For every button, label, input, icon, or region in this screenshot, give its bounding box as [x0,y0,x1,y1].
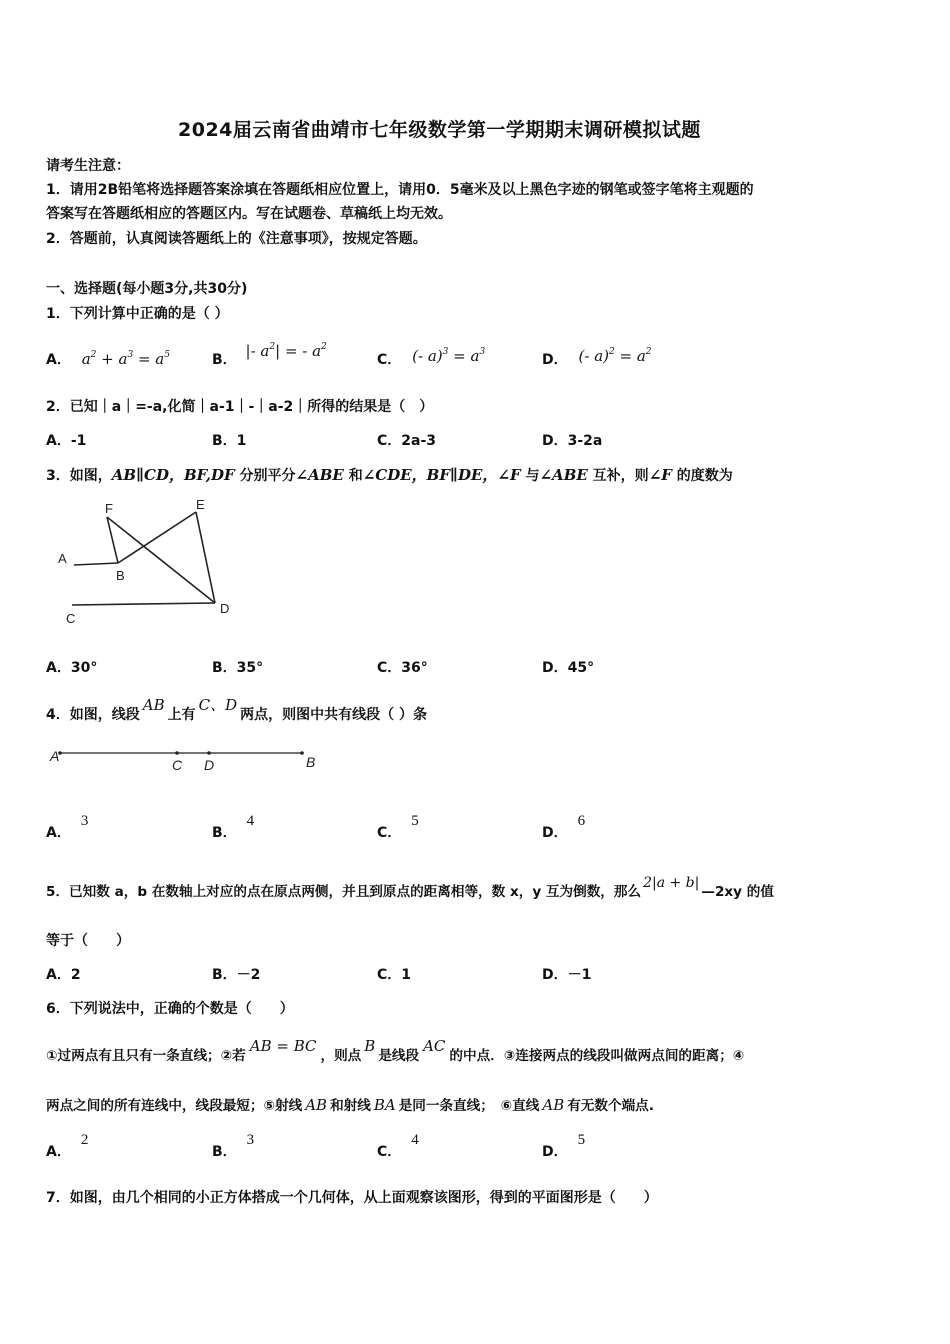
q6-option-d[interactable]: D．5 [542,1132,586,1160]
question-7-stem: 7．如图，由几个相同的小正方体搭成一个几何体，从上面观察该图形，得到的平面图形是（ ） [46,1190,658,1206]
formula-d: (- $a)^2 = a^2$ [578,347,652,365]
question-6-line2: 两点之间的所有连线中，线段最短；⑤射线 AB 和射线 BA 是同一条直线； ⑥直线 AB 有无数个端点. [46,1096,654,1114]
formula-c: (- $a)^3 = a^3$ [412,347,486,365]
point-d [207,751,211,755]
question-6-line1: ①过两点有且只有一条直线；②若AB = BC，则点B是线段AC的中点．③连接两点的线段叫做两点间的距离；④ [46,1037,745,1064]
label-f: F [105,501,113,516]
formula-b: |- $a^2|$ = - $a^2$ [245,342,327,360]
label-d: D [220,601,230,616]
q5-option-b[interactable]: B．－2 [212,967,261,983]
option-label: B． [212,352,237,368]
notice-line: 2．答题前，认真阅读答题纸上的《注意事项》，按规定答题。 [46,231,427,247]
q5-option-c[interactable]: C．1 [377,967,412,983]
formula-a: $a^2 + a^3 = a^5$ [81,350,170,368]
segment-ab [74,563,118,565]
notice-line: 答案写在答题纸相应的答题区内。写在试题卷、草稿纸上均无效。 [46,206,452,222]
label-a: A [58,551,67,566]
question-1-stem: 1．下列计算中正确的是（ ） [46,306,229,322]
label-a: A [50,748,60,764]
segment-be [118,512,196,563]
option-label: C． [377,352,402,368]
q2-option-c[interactable]: C．2a-3 [377,433,437,449]
notice-line: 1．请用2B铅笔将选择题答案涂填在答题纸相应位置上，请用0．5毫米及以上黑色字迹的钢笔或签字笔将主观题的 [46,182,754,198]
q5-option-a[interactable]: A．2 [46,967,81,983]
segment-cd [72,603,215,605]
label-c: C [66,611,76,626]
option-label: D． [542,352,568,368]
label-b: B [306,754,316,770]
notice-heading: 请考生注意： [46,158,130,174]
question-5-stem: 5．已知数 a，b 在数轴上对应的点在原点两侧，并且到原点的距离相等，数 x，y 互为倒数，那么2|a + b|—2xy 的值 [46,875,774,900]
label-b: B [116,568,125,583]
question-3-stem: 3．如图，AB∥CD，BF,DF 分别平分∠ABE 和∠CDE，BF∥DE，∠F 与∠ABE 互补，则∠F 的度数为 [46,466,733,484]
q3-option-b[interactable]: B．35° [212,660,264,676]
page-title: 2024届云南省曲靖市七年级数学第一学期期末调研模拟试题 [178,119,701,141]
q1-option-d[interactable] [542,349,652,369]
label-e: E [196,497,205,512]
question-2-stem: 2．已知｜a｜=-a,化简｜a-1｜-｜a-2｜所得的结果是（ ） [46,399,434,415]
q2-option-a[interactable]: A．-1 [46,433,87,449]
label-c: C [172,757,183,773]
question-5-line2: 等于（ ） [46,933,130,949]
q3-option-d[interactable]: D．45° [542,660,595,676]
q6-option-b[interactable]: B．3 [212,1132,255,1160]
point-b [300,751,304,755]
q1-option-a[interactable] [46,349,170,369]
q4-option-c[interactable]: C．5 [377,813,419,841]
q3-option-a[interactable]: A．30° [46,660,98,676]
q2-option-b[interactable]: B．1 [212,433,247,449]
section-heading: 一、选择题(每小题3分,共30分) [46,281,248,297]
q4-option-a[interactable]: A．3 [46,813,89,841]
q3-figure [50,495,250,630]
q2-option-d[interactable]: D．3-2a [542,433,603,449]
point-c [175,751,179,755]
q4-option-b[interactable]: B．4 [212,813,255,841]
q4-figure [46,744,326,774]
option-label: A． [46,352,71,368]
q5-option-d[interactable]: D．－1 [542,967,592,983]
q4-option-d[interactable]: D．6 [542,813,586,841]
q6-option-a[interactable]: A．2 [46,1132,89,1160]
q1-option-c[interactable] [377,349,485,369]
question-6-stem: 6．下列说法中，正确的个数是（ ） [46,1001,294,1017]
q6-option-c[interactable]: C．4 [377,1132,419,1160]
q1-option-b[interactable] [212,342,327,369]
q3-option-c[interactable]: C．36° [377,660,428,676]
label-d: D [204,757,215,773]
question-4-stem: 4．如图，线段AB上有C、D两点，则图中共有线段（ ）条 [46,696,427,723]
